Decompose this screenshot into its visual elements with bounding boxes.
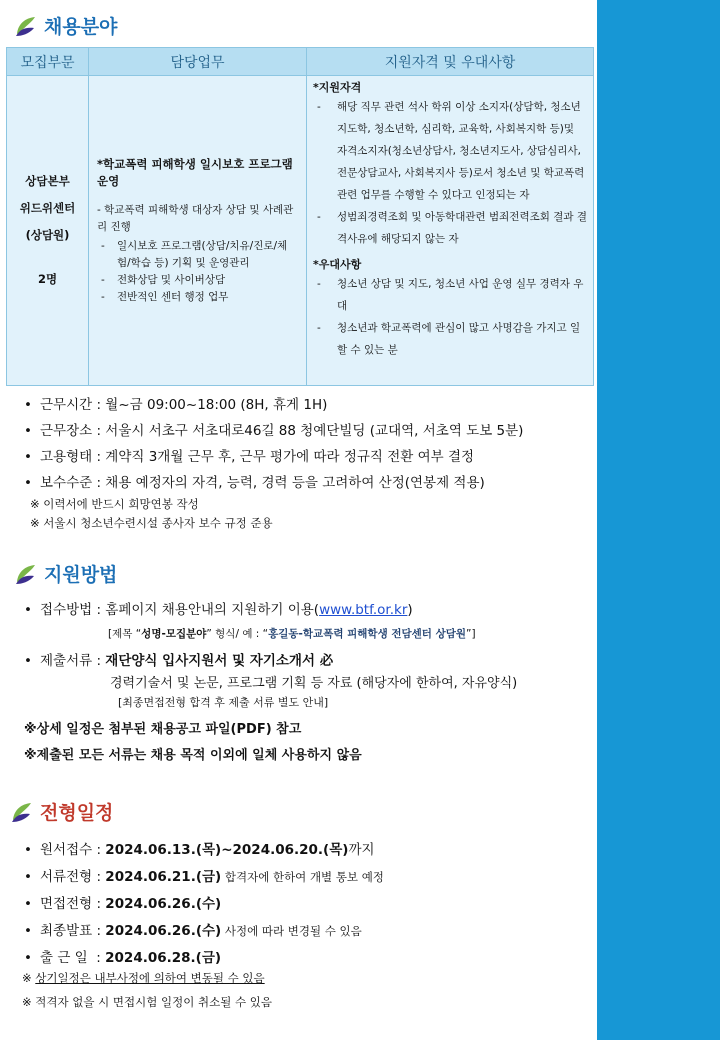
duty-desc: - 학교폭력 피해학생 대상자 상담 및 사례관리 진행 bbox=[97, 203, 294, 233]
section-header-apply bbox=[14, 560, 117, 587]
header-dept: 모집부문 bbox=[7, 48, 89, 76]
list-item: • 최종발표 : 2024.06.26.(수) 사정에 따라 변경될 수 있음 bbox=[24, 918, 384, 945]
salary-note-1: ※ 이력서에 반드시 희망연봉 작성 bbox=[30, 497, 199, 511]
subject-format: [제목 “성명-모집분야” 형식/ 예 : “홍길동-학교폭력 피해학생 전담센터 상담원”] bbox=[108, 628, 476, 640]
list-item: - 전반적인 센터 행정 업무 bbox=[97, 289, 300, 306]
header-qualification: 지원자격 및 우대사항 bbox=[307, 48, 594, 76]
duty-list bbox=[97, 238, 300, 306]
section-title: 채용분야 bbox=[44, 16, 118, 38]
leaf-icon bbox=[14, 14, 38, 38]
list-item: • 원서접수 : 2024.06.13.(목)~2024.06.20.(목)까지 bbox=[24, 837, 384, 864]
list-item: • 보수수준 : 채용 예정자의 자격, 능력, 경력 등을 고려하여 산정(연봉제 적용) bbox=[24, 470, 523, 496]
list-item: - 성범죄경력조회 및 아동학대관련 범죄전력조회 결과 결격사유에 해당되지 않는 자 bbox=[313, 206, 587, 250]
qualification-cell bbox=[307, 76, 594, 386]
section-title: 지원방법 bbox=[44, 564, 118, 586]
schedule-note-1: ※ 상기일정은 내부사정에 의하여 변동될 수 있음 bbox=[22, 971, 265, 985]
qualification-heading: *지원자격 bbox=[313, 81, 362, 94]
dept-line3: (상담원) bbox=[25, 228, 70, 242]
conditions-list bbox=[24, 392, 523, 496]
preference-list bbox=[313, 273, 587, 361]
dept-line2: 위드위센터 bbox=[19, 201, 76, 215]
table-row bbox=[7, 76, 594, 386]
docs-note: [최종면접전형 합격 후 제출 서류 별도 안내] bbox=[118, 696, 329, 709]
homepage-link[interactable]: www.btf.or.kr bbox=[319, 602, 408, 618]
table-header-row bbox=[7, 48, 594, 76]
leaf-icon bbox=[10, 800, 34, 824]
list-item: • 면접전형 : 2024.06.26.(수) bbox=[24, 891, 384, 918]
list-item: - 해당 직무 관련 석사 학위 이상 소지자(상담학, 청소년지도학, 청소년학, 심리학, 교육학, 사회복지학 등)및 자격소지자(청소년상담사, 청소년지도사, 상담심리사, 전문상담교사, 사회복지사 등)로서 청소년 및 학교폭력 관련 업무를 수행할 수 있다고 인정되는 자 bbox=[313, 96, 587, 206]
docs-sub: 경력기술서 및 논문, 프로그램 기획 등 자료 (해당자에 한하여, 자유양식) bbox=[110, 676, 518, 691]
dept-cell bbox=[7, 76, 89, 386]
notice-1: ※상세 일정은 첨부된 채용공고 파일(PDF) 참고 bbox=[24, 722, 302, 737]
salary-note-2: ※ 서울시 청소년수련시설 종사자 보수 규정 준용 bbox=[30, 516, 273, 530]
section-title: 전형일정 bbox=[40, 802, 114, 824]
list-item: • 고용형태 : 계약직 3개월 근무 후, 근무 평가에 따라 정규직 전환 여부 결정 bbox=[24, 444, 523, 470]
list-item: • 서류전형 : 2024.06.21.(금) 합격자에 한하여 개별 통보 예정 bbox=[24, 864, 384, 891]
notice-2: ※제출된 모든 서류는 채용 목적 이외에 일체 사용하지 않음 bbox=[24, 748, 362, 763]
list-item: - 전화상담 및 사이버상담 bbox=[97, 272, 300, 289]
preference-heading: *우대사항 bbox=[313, 258, 362, 271]
list-item: • 출 근 일 : 2024.06.28.(금) bbox=[24, 945, 384, 972]
duty-title: *학교폭력 피해학생 일시보호 프로그램 운영 bbox=[97, 156, 293, 188]
list-item: • 제출서류 : 재단양식 입사지원서 및 자기소개서 必 bbox=[24, 651, 333, 671]
leaf-icon bbox=[14, 562, 38, 586]
side-accent-bar bbox=[597, 0, 720, 1040]
schedule-list bbox=[24, 837, 384, 972]
list-item: • 근무시간 : 월~금 09:00~18:00 (8H, 휴게 1H) bbox=[24, 392, 523, 418]
schedule-note-2: ※ 적격자 없을 시 면접시험 일정이 취소될 수 있음 bbox=[22, 995, 272, 1009]
duty-cell bbox=[89, 76, 307, 386]
recruit-table bbox=[6, 47, 594, 386]
list-item: - 청소년 상담 및 지도, 청소년 사업 운영 실무 경력자 우대 bbox=[313, 273, 587, 317]
header-duty: 담당업무 bbox=[89, 48, 307, 76]
apply-method bbox=[24, 600, 413, 620]
list-item: - 청소년과 학교폭력에 관심이 많고 사명감을 가지고 일할 수 있는 분 bbox=[313, 317, 587, 361]
dept-count: 2명 bbox=[37, 272, 58, 286]
section-header-positions bbox=[14, 12, 117, 39]
list-item: • 접수방법 : 홈페이지 채용안내의 지원하기 이용(www.btf.or.kr) bbox=[24, 600, 413, 620]
list-item: - 일시보호 프로그램(상담/치유/진로/체험/학습 등) 기획 및 운영관리 bbox=[97, 238, 300, 272]
dept-line1: 상담본부 bbox=[25, 174, 70, 188]
list-item: • 근무장소 : 서울시 서초구 서초대로46길 88 청예단빌딩 (교대역, 서초역 도보 5분) bbox=[24, 418, 523, 444]
apply-docs bbox=[24, 651, 333, 671]
qualification-list bbox=[313, 96, 587, 250]
section-header-schedule bbox=[10, 798, 113, 825]
